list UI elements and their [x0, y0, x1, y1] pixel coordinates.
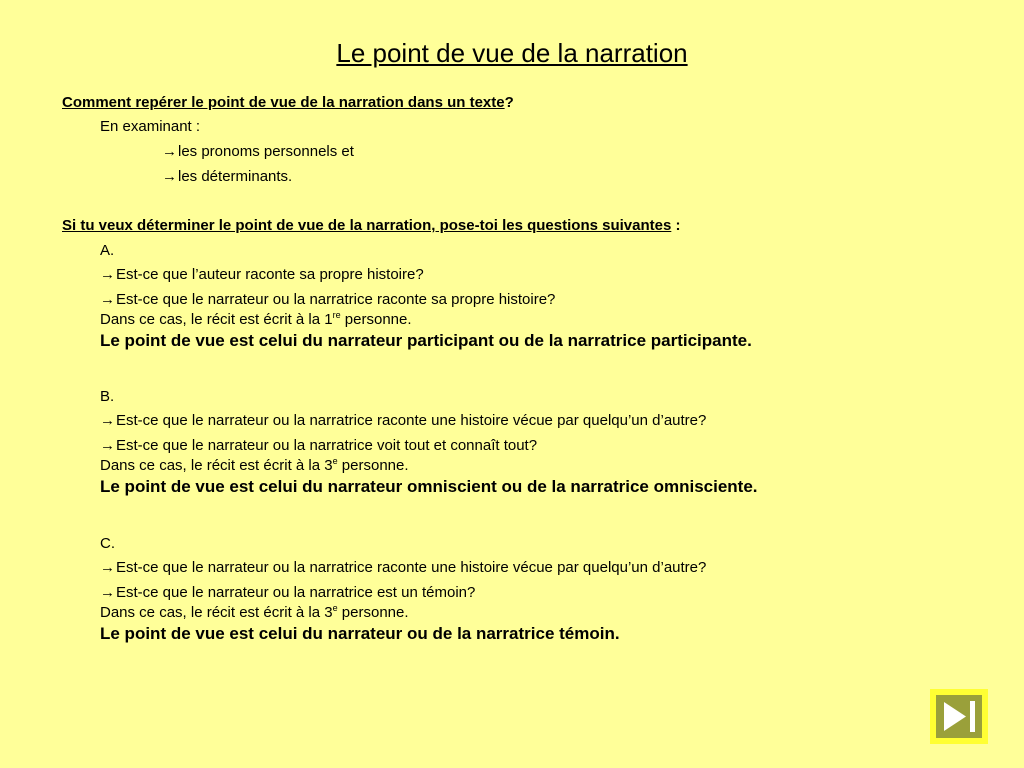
section1-heading-text: Comment repérer le point de vue de la narration dans un texte: [62, 94, 505, 111]
block-a-question-2: [100, 291, 555, 309]
block-b-letter: B.: [100, 388, 115, 405]
case-superscript: e: [332, 456, 338, 466]
block-c-case: [100, 604, 409, 622]
block-c-letter: C.: [100, 535, 115, 552]
case-text-suffix: personne.: [340, 311, 412, 328]
block-c-question-1: [100, 559, 706, 577]
list-item-text: les déterminants.: [178, 168, 293, 185]
case-text: Dans ce cas, le récit est écrit à la 3: [100, 457, 333, 474]
question-text: Est-ce que le narrateur ou la narratrice est un témoin?: [116, 584, 476, 601]
question-text: Est-ce que le narrateur ou la narratrice raconte une histoire vécue par quelqu’un d’autre?: [116, 559, 707, 576]
section2-heading-suffix: :: [671, 217, 681, 234]
question-text: Est-ce que l’auteur raconte sa propre histoire?: [116, 266, 424, 283]
arrow-right-icon: →: [100, 584, 115, 601]
section2-heading-text: Si tu veux déterminer le point de vue de la narration, pose-toi les questions suivantes: [62, 217, 672, 234]
section1-intro: En examinant :: [100, 118, 201, 135]
block-a-conclusion: Le point de vue est celui du narrateur participant ou de la narratrice participante.: [100, 331, 752, 350]
section1-heading: [62, 94, 514, 112]
block-b-conclusion: Le point de vue est celui du narrateur omniscient ou de la narratrice omnisciente.: [100, 477, 758, 496]
list-item: [162, 168, 292, 186]
block-a-case: [100, 311, 412, 329]
block-b-case: [100, 457, 409, 475]
block-c-conclusion: Le point de vue est celui du narrateur ou de la narratrice témoin.: [100, 624, 620, 643]
block-a-question-1: [100, 266, 424, 284]
list-item: [162, 143, 354, 161]
list-item-text: les pronoms personnels et: [178, 143, 354, 160]
arrow-right-icon: →: [100, 559, 115, 576]
next-end-icon: [936, 695, 982, 738]
case-superscript: e: [332, 603, 338, 613]
case-text: Dans ce cas, le récit est écrit à la 3: [100, 604, 333, 621]
question-text: Est-ce que le narrateur ou la narratrice raconte une histoire vécue par quelqu’un d’autre?: [116, 412, 707, 429]
arrow-right-icon: →: [100, 412, 115, 429]
next-slide-button[interactable]: [930, 689, 988, 744]
next-end-icon-shape: [936, 695, 982, 738]
question-text: Est-ce que le narrateur ou la narratrice voit tout et connaît tout?: [116, 437, 538, 454]
arrow-right-icon: →: [162, 143, 177, 160]
arrow-right-icon: →: [100, 266, 115, 283]
arrow-right-icon: →: [162, 168, 177, 185]
arrow-right-icon: →: [100, 437, 115, 454]
block-b-question-1: [100, 412, 706, 430]
page-title: Le point de vue de la narration: [336, 38, 688, 68]
section2-heading: [62, 217, 681, 235]
section1-heading-suffix: ?: [504, 94, 514, 111]
case-text-suffix: personne.: [337, 604, 409, 621]
block-a-letter: A.: [100, 242, 115, 259]
case-text-suffix: personne.: [337, 457, 409, 474]
block-b-question-2: [100, 437, 537, 455]
case-superscript: re: [332, 310, 341, 320]
arrow-right-icon: →: [100, 291, 115, 308]
block-c-question-2: [100, 584, 475, 602]
question-text: Est-ce que le narrateur ou la narratrice raconte sa propre histoire?: [116, 291, 556, 308]
case-text: Dans ce cas, le récit est écrit à la 1: [100, 311, 333, 328]
